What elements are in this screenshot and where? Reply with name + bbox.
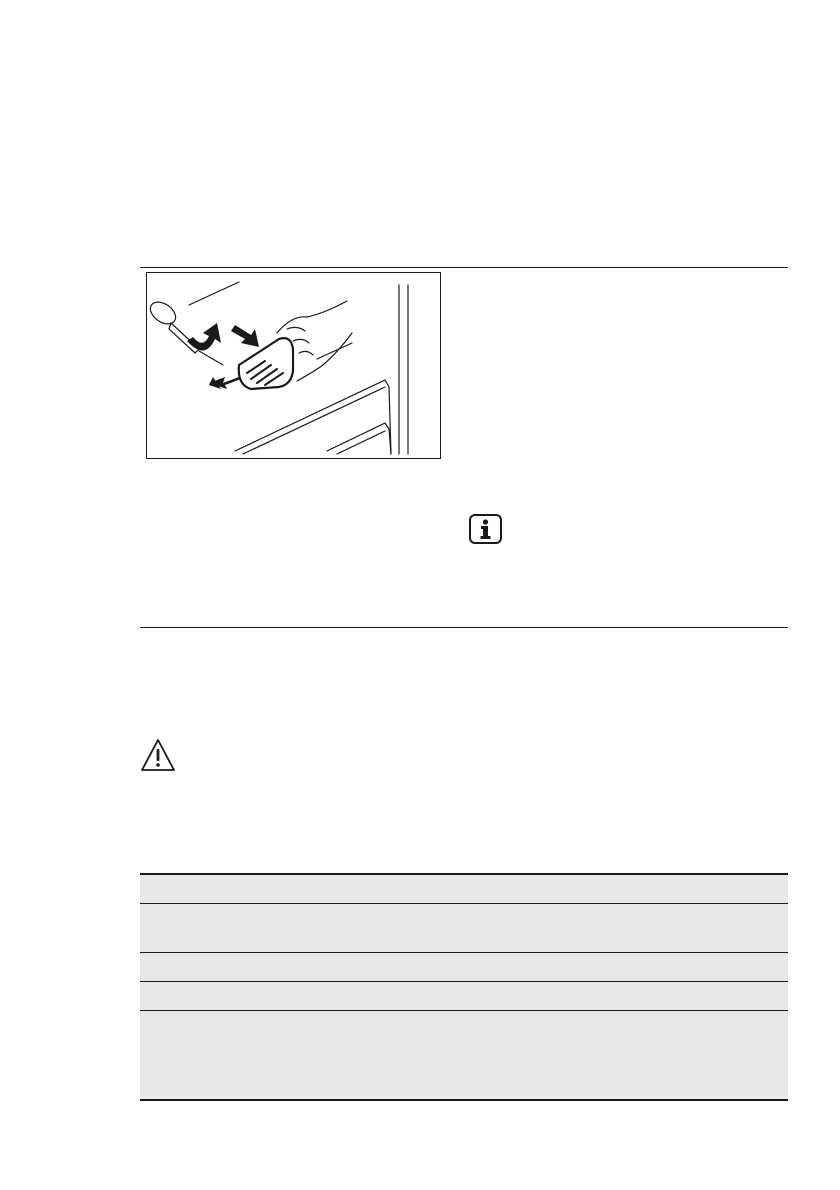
table-row xyxy=(140,904,788,953)
drain-filter xyxy=(239,338,293,389)
figure-illustration xyxy=(147,273,440,458)
table-cell xyxy=(140,904,788,953)
table-cell xyxy=(140,874,788,904)
section-top-rule xyxy=(140,267,788,268)
table-cell xyxy=(140,1011,788,1101)
table-header-row xyxy=(140,874,788,904)
info-icon xyxy=(469,514,502,544)
screwdriver-handle xyxy=(169,323,199,353)
shelf-outline xyxy=(327,423,391,454)
table-cell xyxy=(140,953,788,982)
table-row xyxy=(140,953,788,982)
push-arrow-icon xyxy=(231,325,259,347)
table-row xyxy=(140,1011,788,1101)
section-bottom-rule xyxy=(140,627,788,628)
wall-line xyxy=(189,282,239,305)
screwdriver-shaft xyxy=(199,351,223,365)
screwdriver-icon xyxy=(147,298,180,329)
shelf-line xyxy=(317,343,352,359)
table-cell xyxy=(140,982,788,1011)
warning-triangle-icon xyxy=(140,738,176,772)
shelf-line xyxy=(243,387,385,454)
shelf-outline xyxy=(235,380,391,454)
troubleshooting-table xyxy=(140,873,788,1101)
rotate-arrow-icon xyxy=(187,323,221,351)
instruction-figure xyxy=(146,272,441,459)
table-row xyxy=(140,982,788,1011)
hand-outline xyxy=(277,301,352,381)
